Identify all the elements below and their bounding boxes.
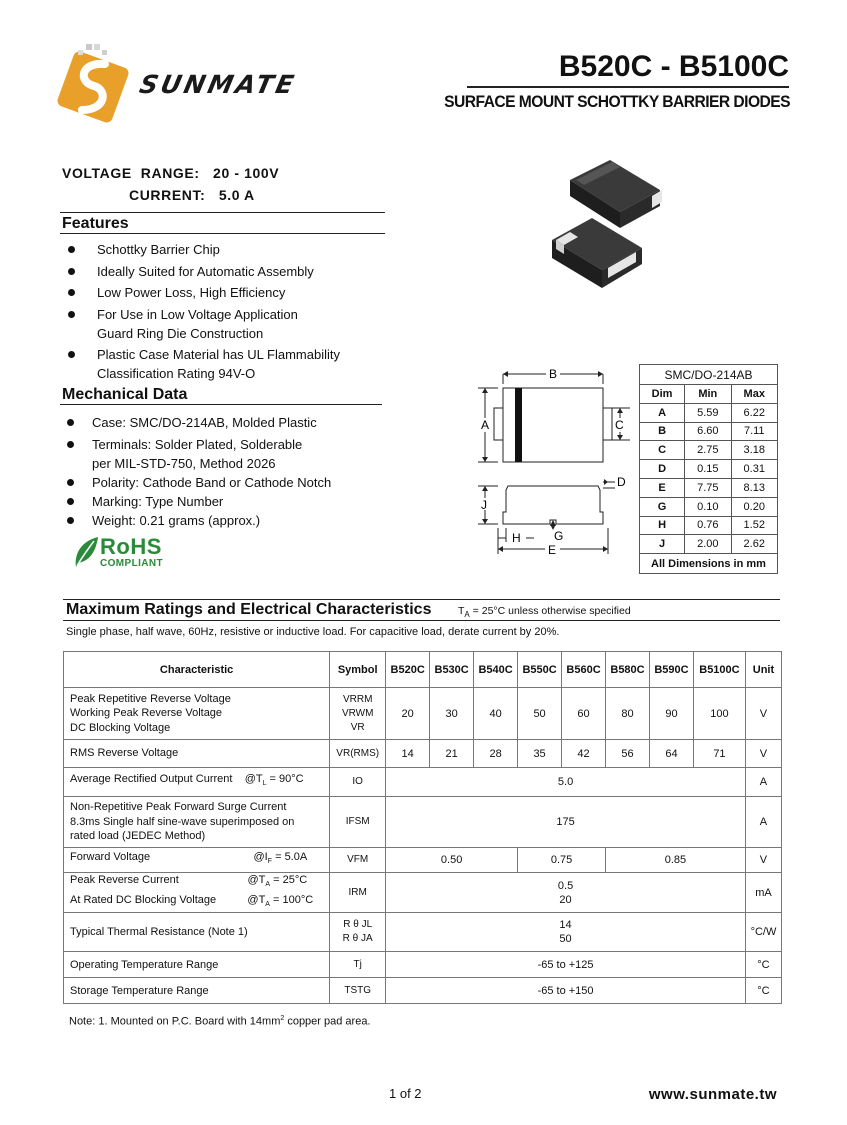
table-row — [64, 848, 782, 873]
mech-heading: Mechanical Data — [62, 386, 188, 403]
symbol-cell: Tj — [330, 952, 386, 978]
value-cell: 175 — [386, 797, 746, 848]
dims-cell: 1.52 — [731, 516, 778, 535]
unit-cell: °C — [745, 978, 781, 1004]
value-cell: 0.50 — [386, 848, 518, 873]
dims-cell: 0.10 — [685, 497, 731, 516]
features-heading: Features — [62, 215, 129, 232]
dims-cell: 0.20 — [731, 497, 778, 516]
symbol-cell: R θ JL R θ JA — [330, 913, 386, 952]
dims-cell: 6.60 — [685, 422, 731, 441]
dims-cell: G — [640, 497, 685, 516]
table-row — [640, 422, 778, 441]
dim-label-d: D — [617, 475, 626, 489]
list-item: Marking: Type Number — [62, 492, 392, 511]
col-header: B540C — [474, 652, 518, 688]
value-cell: 40 — [474, 688, 518, 740]
rohs-leaf-icon — [72, 535, 100, 569]
col-header: B5100C — [693, 652, 745, 688]
unit-cell: °C/W — [745, 913, 781, 952]
value-cell: 80 — [606, 688, 650, 740]
table-row — [640, 478, 778, 497]
table-row — [640, 497, 778, 516]
char-cell: Typical Thermal Resistance (Note 1) — [64, 913, 330, 952]
dims-title: SMC/DO-214AB — [640, 365, 778, 385]
dims-cell: B — [640, 422, 685, 441]
table-header-row — [64, 652, 782, 688]
footnote: Note: 1. Mounted on P.C. Board with $14mm^2$ copper pad area. — [69, 1015, 371, 1028]
list-item: For Use in Low Voltage Application Guard Ring Die Construction — [62, 305, 392, 343]
symbol-cell: VFM — [330, 848, 386, 873]
dims-cell: 0.76 — [685, 516, 731, 535]
list-item: Case: SMC/DO-214AB, Molded Plastic — [62, 413, 392, 432]
sunmate-logo-icon — [50, 40, 140, 130]
package-dimension-drawing — [470, 364, 635, 564]
col-header: Characteristic — [64, 652, 330, 688]
features-bottom-rule — [60, 233, 385, 234]
table-row — [64, 797, 782, 848]
ratings-mid-rule — [63, 620, 780, 621]
char-cell: Peak Reverse Current $@T_A = 25^\circ C$ At Rated DC Blocking Voltage $@T_A = 100^\circ C$ — [64, 873, 330, 913]
dims-caption: All Dimensions in mm — [640, 554, 778, 574]
symbol-cell: VR(RMS) — [330, 740, 386, 768]
value-cell: 30 — [430, 688, 474, 740]
list-item: Plastic Case Material has UL Flammability Classification Rating 94V-O — [62, 345, 392, 383]
value-cell: 35 — [518, 740, 562, 768]
value-cell: 14 — [386, 740, 430, 768]
rohs-compliant: COMPLIANT — [100, 558, 164, 569]
table-row — [64, 913, 782, 952]
dims-header: Min — [685, 385, 731, 404]
col-header: B530C — [430, 652, 474, 688]
dims-cell: 3.18 — [731, 441, 778, 460]
col-header: Symbol — [330, 652, 386, 688]
dimensions-table — [639, 364, 778, 574]
table-row — [64, 952, 782, 978]
list-item: Terminals: Solder Plated, Solderable per MIL-STD-750, Method 2026 — [62, 435, 392, 473]
symbol-cell: VRRM VRWM VR — [330, 688, 386, 740]
page-title: B520C - B5100C — [558, 50, 789, 83]
website-link[interactable]: www.sunmate.tw — [648, 1086, 777, 1103]
table-row — [640, 460, 778, 479]
table-row — [640, 441, 778, 460]
table-row — [64, 740, 782, 768]
value-cell: 0.85 — [606, 848, 746, 873]
value-cell: 56 — [606, 740, 650, 768]
value-cell: 42 — [562, 740, 606, 768]
dims-cell: 7.75 — [685, 478, 731, 497]
unit-cell: °C — [745, 952, 781, 978]
col-header: Unit — [745, 652, 781, 688]
value-cell: 90 — [649, 688, 693, 740]
table-row — [64, 768, 782, 797]
mech-list — [62, 413, 392, 530]
col-header: B520C — [386, 652, 430, 688]
value-cell: 71 — [693, 740, 745, 768]
brand-name: SUNMATE — [136, 70, 300, 99]
ratings-table — [63, 651, 782, 1004]
rohs-text: RoHS — [100, 534, 162, 559]
col-header: B580C — [606, 652, 650, 688]
table-row — [64, 873, 782, 913]
dims-header: Max — [731, 385, 778, 404]
col-header: B550C — [518, 652, 562, 688]
ratings-title: Maximum Ratings and Electrical Characteristics — [66, 601, 432, 618]
dims-cell: 5.59 — [685, 403, 731, 422]
current-rating: CURRENT: 5.0 A — [129, 187, 255, 203]
dims-cell: D — [640, 460, 685, 479]
value-cell: -65 to +150 — [386, 978, 746, 1004]
symbol-cell: IRM — [330, 873, 386, 913]
value-cell: 0.75 — [518, 848, 606, 873]
dims-cell: 2.75 — [685, 441, 731, 460]
dims-cell: E — [640, 478, 685, 497]
dims-cell: 8.13 — [731, 478, 778, 497]
char-cell: RMS Reverse Voltage — [64, 740, 330, 768]
dim-label-e: E — [548, 543, 557, 557]
dims-cell: 2.00 — [685, 535, 731, 554]
value-cell: 5.0 — [386, 768, 746, 797]
unit-cell: V — [745, 688, 781, 740]
page-subtitle: SURFACE MOUNT SCHOTTKY BARRIER DIODES — [444, 92, 790, 111]
value-cell: -65 to +125 — [386, 952, 746, 978]
features-top-rule — [60, 212, 385, 213]
value-cell: 28 — [474, 740, 518, 768]
dim-label-c: C — [615, 418, 624, 432]
ratings-condition: $T_A = 25^\circ C$ unless otherwise specified — [458, 605, 631, 620]
value-cell: 100 — [693, 688, 745, 740]
dims-cell: 7.11 — [731, 422, 778, 441]
dims-cell: 0.15 — [685, 460, 731, 479]
char-cell: Forward Voltage $@I_F = 5.0A$ — [64, 848, 330, 873]
dim-label-h: H — [512, 531, 521, 545]
char-cell: Storage Temperature Range — [64, 978, 330, 1004]
dims-cell: 2.62 — [731, 535, 778, 554]
unit-cell: mA — [745, 873, 781, 913]
table-row — [640, 516, 778, 535]
unit-cell: V — [745, 848, 781, 873]
list-item: Ideally Suited for Automatic Assembly — [62, 262, 392, 281]
package-image — [540, 150, 670, 300]
char-cell: Operating Temperature Range — [64, 952, 330, 978]
rohs-badge — [100, 536, 163, 569]
dims-cell: 6.22 — [731, 403, 778, 422]
value-cell: 60 — [562, 688, 606, 740]
value-cell: 21 — [430, 740, 474, 768]
dim-label-b: B — [549, 367, 558, 381]
char-cell: Peak Repetitive Reverse Voltage Working Peak Reverse Voltage DC Blocking Voltage — [64, 688, 330, 740]
dim-label-j: J — [481, 498, 487, 512]
symbol-cell: TSTG — [330, 978, 386, 1004]
col-header: B560C — [562, 652, 606, 688]
unit-cell: V — [745, 740, 781, 768]
list-item: Weight: 0.21 grams (approx.) — [62, 511, 392, 530]
dim-label-a: A — [481, 418, 490, 432]
dims-cell: J — [640, 535, 685, 554]
value-cell: 20 — [386, 688, 430, 740]
dim-label-g: G — [554, 529, 564, 543]
table-row — [64, 978, 782, 1004]
table-row — [640, 403, 778, 422]
voltage-range: VOLTAGE RANGE: 20 - 100V — [62, 165, 280, 181]
ratings-top-rule — [63, 599, 780, 600]
symbol-cell: IFSM — [330, 797, 386, 848]
title-rule — [467, 86, 789, 88]
mech-rule — [60, 404, 382, 405]
list-item: Low Power Loss, High Efficiency — [62, 283, 392, 302]
dims-cell: C — [640, 441, 685, 460]
value-cell: 0.5 20 — [386, 873, 746, 913]
table-row — [64, 688, 782, 740]
col-header: B590C — [649, 652, 693, 688]
char-cell: Non-Repetitive Peak Forward Surge Current 8.3ms Single half sine-wave superimposed on rated load (JEDEC Method) — [64, 797, 330, 848]
list-item: Schottky Barrier Chip — [62, 240, 392, 259]
value-cell: 50 — [518, 688, 562, 740]
char-cell: Average Rectified Output Current $@T_L = 90^\circ C$ — [64, 768, 330, 797]
value-cell: 14 50 — [386, 913, 746, 952]
table-row — [640, 535, 778, 554]
page-number: 1 of 2 — [389, 1086, 422, 1101]
value-cell: 64 — [649, 740, 693, 768]
dims-cell: H — [640, 516, 685, 535]
features-list — [62, 240, 392, 386]
dims-header: Dim — [640, 385, 685, 404]
unit-cell: A — [745, 797, 781, 848]
dims-cell: A — [640, 403, 685, 422]
list-item: Polarity: Cathode Band or Cathode Notch — [62, 473, 392, 492]
dims-cell: 0.31 — [731, 460, 778, 479]
unit-cell: A — [745, 768, 781, 797]
ratings-subtitle: Single phase, half wave, 60Hz, resistive or inductive load. For capacitive load, derate current by 20%. — [66, 626, 560, 638]
symbol-cell: IO — [330, 768, 386, 797]
